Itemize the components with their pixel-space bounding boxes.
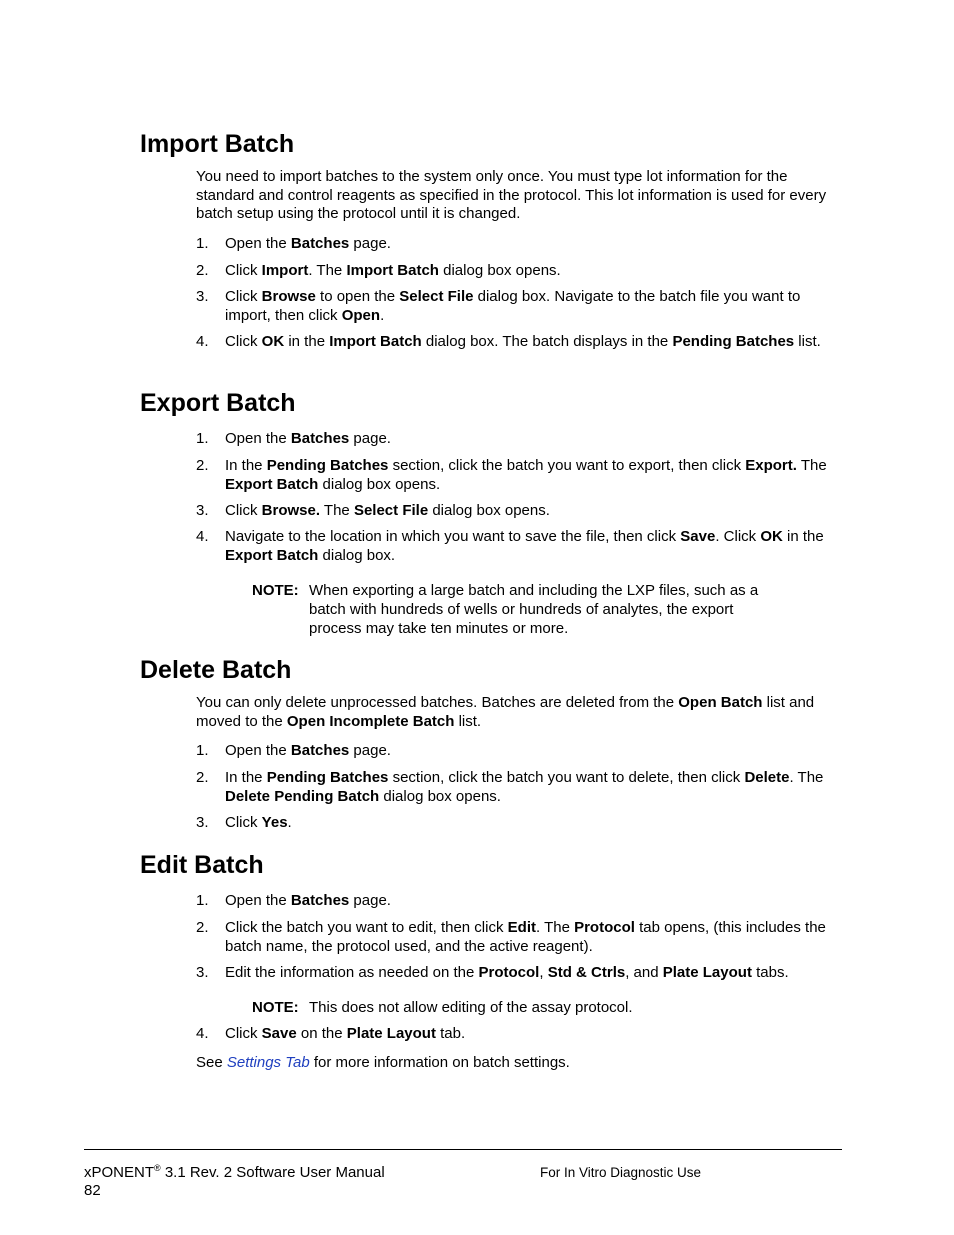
step-text: In the Pending Batches section, click the batch you want to export, then click Export. The Export Batch dialog box opens. [225,457,827,493]
step-text: Click the batch you want to edit, then click Edit. The Protocol tab opens, (this includes the batch name, the protocol used, and the active reagent). [225,919,826,955]
step-text: Click Save on the Plate Layout tab. [225,1025,466,1042]
note-label: NOTE: [252,999,299,1016]
step-text: In the Pending Batches section, click the batch you want to delete, then click Delete. The Delete Pending Batch dialog box opens. [225,769,824,805]
step-number: 3. [196,814,209,831]
delete-intro: You can only delete unprocessed batches. Batches are deleted from the Open Batch list and moved to the Open Incomplete Batch list. [196,694,815,730]
heading-import-batch: Import Batch [140,130,295,158]
step-text: Open the Batches page. [225,430,391,447]
see-also: See Settings Tab for more information on batch settings. [196,1054,570,1071]
footer-manual-title: xPONENT® 3.1 Rev. 2 Software User Manual [84,1163,385,1181]
heading-edit-batch: Edit Batch [140,851,264,879]
step-number: 3. [196,502,209,519]
step-text: Navigate to the location in which you want to save the file, then click Save. Click OK in the Export Batch dialog box. [225,528,824,564]
note-text: This does not allow editing of the assay protocol. [309,999,633,1016]
step-text: Click Browse. The Select File dialog box opens. [225,502,550,519]
step-text: Click Yes. [225,814,292,831]
step-number: 1. [196,742,209,759]
step-number: 1. [196,430,209,447]
step-text: Click Browse to open the Select File dialog box. Navigate to the batch file you want to import, then click Open. [225,288,801,324]
step-number: 1. [196,235,209,252]
step-number: 2. [196,262,209,279]
footer-usage: For In Vitro Diagnostic Use [540,1165,702,1180]
import-intro: You need to import batches to the system only once. You must type lot information for the standard and control reagents as specified in the protocol. This lot information is used for every batch setup using the protocol until it is changed. [196,168,827,222]
step-number: 4. [196,333,209,350]
settings-tab-link[interactable]: Settings Tab [226,1054,310,1071]
step-text: Open the Batches page. [225,235,391,252]
step-text: Edit the information as needed on the Protocol, Std & Ctrls, and Plate Layout tabs. [225,964,789,981]
step-number: 4. [196,528,209,545]
step-number: 1. [196,892,209,909]
page-number: 82 [84,1182,101,1199]
step-number: 3. [196,964,209,981]
step-text: Open the Batches page. [225,892,391,909]
step-number: 2. [196,457,209,474]
step-text: Open the Batches page. [225,742,391,759]
footer-divider [84,1149,842,1150]
heading-delete-batch: Delete Batch [140,656,292,684]
step-number: 2. [196,769,209,786]
step-number: 2. [196,919,209,936]
step-text: Click Import. The Import Batch dialog box opens. [225,262,561,279]
note-label: NOTE: [252,582,299,599]
step-number: 4. [196,1025,209,1042]
heading-export-batch: Export Batch [140,389,296,417]
step-number: 3. [196,288,209,305]
step-text: Click OK in the Import Batch dialog box. The batch displays in the Pending Batches list. [225,333,821,350]
note-text: When exporting a large batch and including the LXP files, such as a batch with hundreds of wells or hundreds of analytes, the export process may take ten minutes or more. [309,582,759,637]
